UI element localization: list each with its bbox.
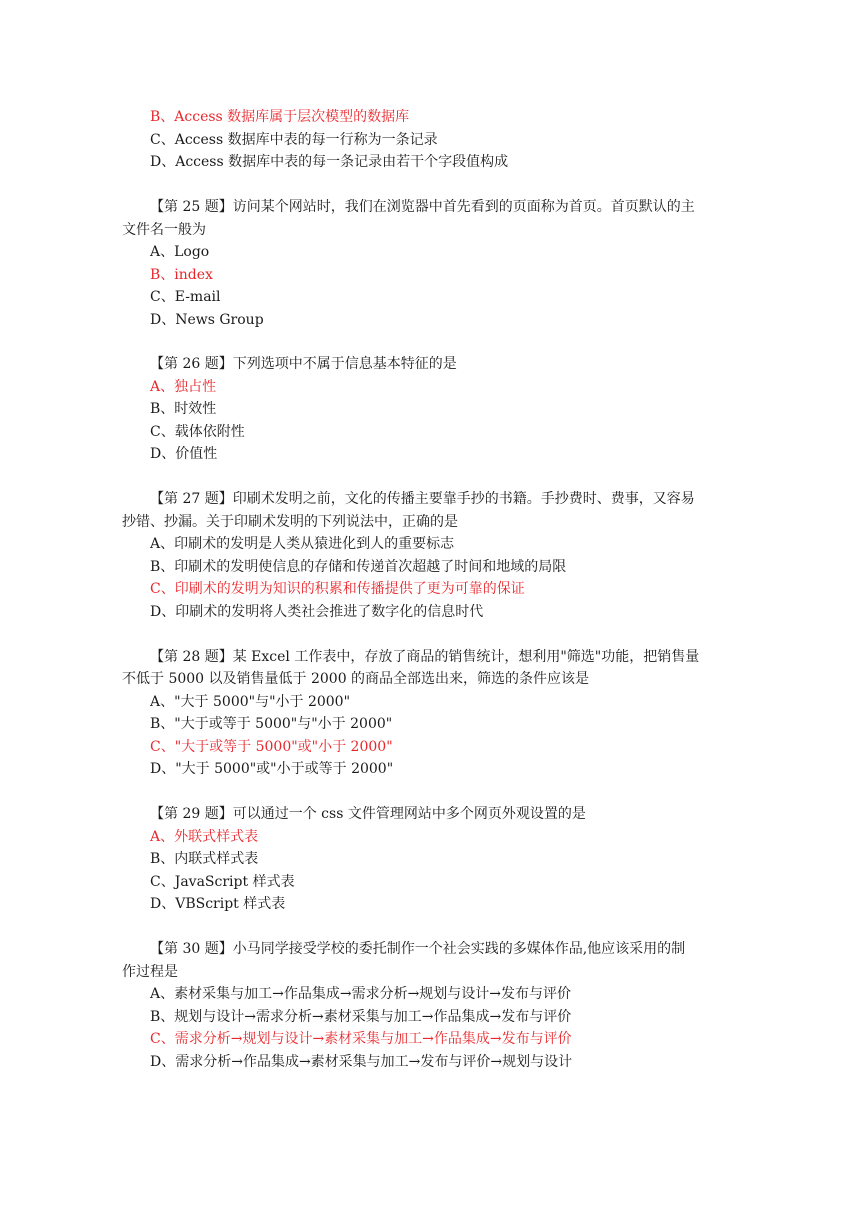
option: C、载体依附性 [150, 424, 245, 440]
option: D、"大于 5000"或"小于或等于 2000" [150, 761, 394, 777]
option-correct: A、外联式样式表 [150, 829, 259, 845]
option: D、VBScript 样式表 [150, 896, 286, 912]
option: D、价值性 [150, 446, 218, 462]
option: D、Access 数据库中表的每一条记录由若干个字段值构成 [150, 154, 509, 170]
option: A、印刷术的发明是人类从猿进化到人的重要标志 [150, 536, 455, 552]
question-stem: 【第 30 题】小马同学接受学校的委托制作一个社会实践的多媒体作品,他应该采用的制 [150, 941, 686, 957]
option: C、E-mail [150, 289, 221, 305]
option: D、News Group [150, 312, 264, 328]
question-stem-cont: 抄错、抄漏。关于印刷术发明的下列说法中，正确的是 [122, 514, 458, 530]
question-stem-cont: 文件名一般为 [122, 222, 206, 238]
option: D、需求分析→作品集成→素材采集与加工→发布与评价→规划与设计 [150, 1054, 573, 1070]
option: C、Access 数据库中表的每一行称为一条记录 [150, 132, 438, 148]
option: A、Logo [150, 244, 210, 260]
option: D、印刷术的发明将人类社会推进了数字化的信息时代 [150, 604, 484, 620]
option-correct: A、独占性 [150, 379, 217, 395]
option-correct: B、index [150, 267, 213, 283]
option-correct: C、印刷术的发明为知识的积累和传播提供了更为可靠的保证 [150, 581, 525, 597]
question-stem: 【第 26 题】下列选项中不属于信息基本特征的是 [150, 356, 457, 372]
option: B、"大于或等于 5000"与"小于 2000" [150, 716, 393, 732]
option: B、内联式样式表 [150, 851, 259, 867]
option: B、时效性 [150, 401, 217, 417]
option: A、"大于 5000"与"小于 2000" [150, 694, 351, 710]
option: C、JavaScript 样式表 [150, 874, 295, 890]
option: B、规划与设计→需求分析→素材采集与加工→作品集成→发布与评价 [150, 1009, 572, 1025]
question-stem: 【第 27 题】印刷术发明之前，文化的传播主要靠手抄的书籍。手抄费时、费事，又容易 [150, 491, 695, 507]
option-correct: C、需求分析→规划与设计→素材采集与加工→作品集成→发布与评价 [150, 1031, 572, 1047]
question-stem: 【第 25 题】访问某个网站时，我们在浏览器中首先看到的页面称为首页。首页默认的主 [150, 199, 695, 215]
option: B、印刷术的发明使信息的存储和传递首次超越了时间和地域的局限 [150, 559, 567, 575]
question-stem-cont: 不低于 5000 以及销售量低于 2000 的商品全部选出来，筛选的条件应该是 [122, 671, 590, 687]
option: A、素材采集与加工→作品集成→需求分析→规划与设计→发布与评价 [150, 986, 572, 1002]
option-correct: B、Access 数据库属于层次模型的数据库 [150, 109, 410, 125]
question-stem: 【第 29 题】可以通过一个 css 文件管理网站中多个网页外观设置的是 [150, 806, 586, 822]
question-stem: 【第 28 题】某 Excel 工作表中，存放了商品的销售统计，想利用"筛选"功能，把销售量 [150, 649, 700, 665]
option-correct: C、"大于或等于 5000"或"小于 2000" [150, 739, 393, 755]
question-stem-cont: 作过程是 [122, 964, 178, 980]
